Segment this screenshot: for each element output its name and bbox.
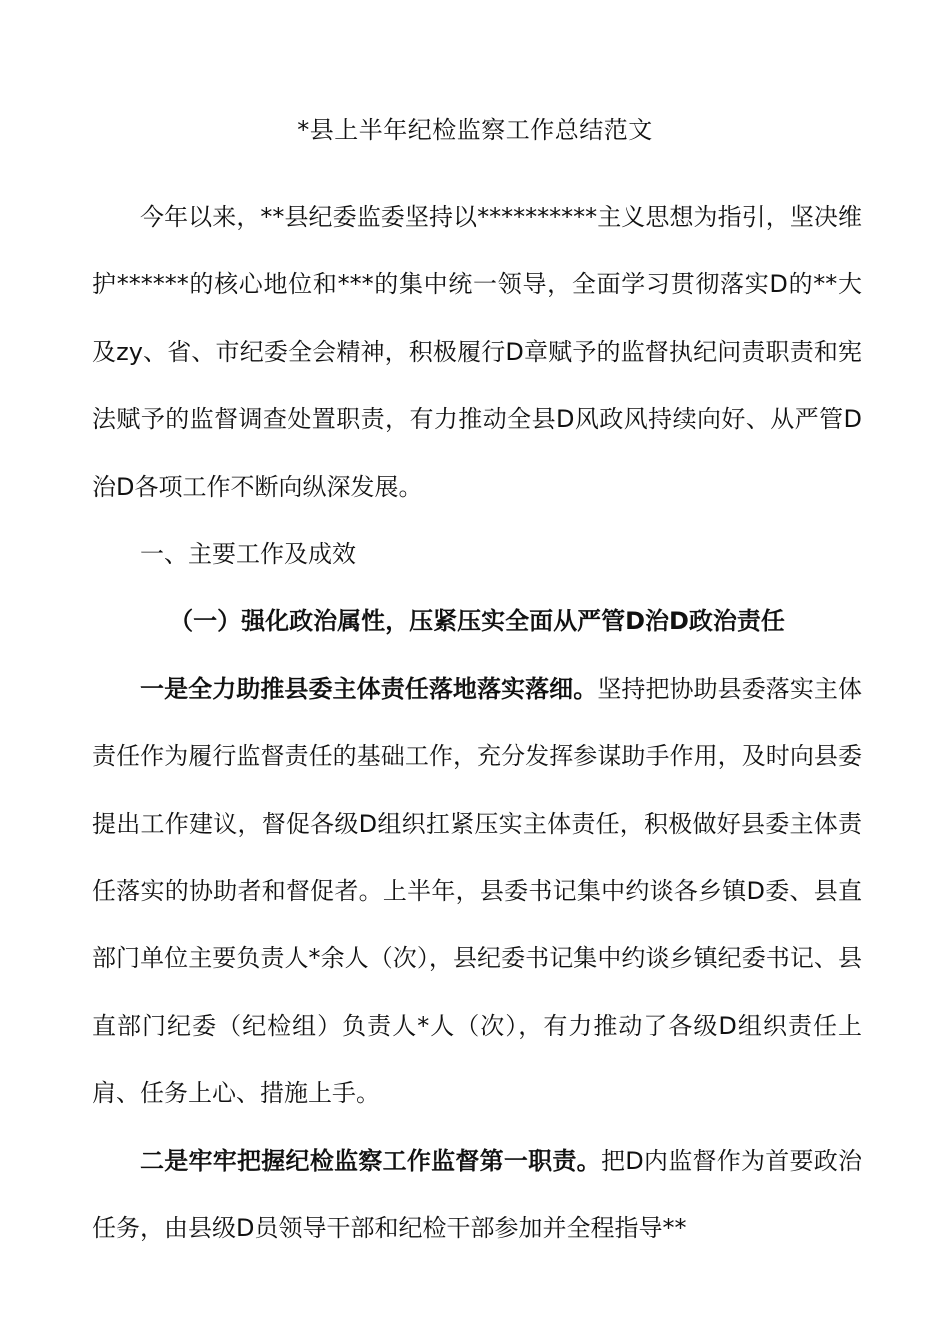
document-title: *县上半年纪检监察工作总结范文 [297,116,653,144]
document-body [92,184,862,1263]
item-lead-1: 一是全力助推县委主体责任落地落实落细。 [140,674,598,703]
item-lead-2: 二是牢牢把握纪检监察工作监督第一职责。 [140,1146,601,1175]
item-paragraph-1 [92,656,862,1128]
item-text-1: 坚持把协助县委落实主体责任作为履行监督责任的基础工作，充分发挥参谋助手作用，及时向县委提出工作建议，督促各级D组织扛紧压实主体责任，积极做好县委主体责任落实的协助者和督促者。上半年，县委书记集中约谈各乡镇D委、县直部门单位主要负责人*余人（次），县纪委书记集中约谈乡镇纪委书记、县直部门纪委（纪检组）负责人*人（次），有力推动了各级D组织责任上肩、任务上心、措施上手。 [92,674,863,1108]
intro-paragraph: 今年以来，**县纪委监委坚持以**********主义思想为指引，坚决维护******的核心地位和***的集中统一领导，全面学习贯彻落实D的**大及zy、省、市纪委全会精神，积极履行D章赋予的监督执纪问责职责和宪法赋予的监督调查处置职责，有力推动全县D风政风持续向好、从严管D治D各项工作不断向纵深发展。 [92,203,862,501]
section-heading: 一、主要工作及成效 [140,540,356,569]
item-text-2: 把D内监督作为首要政治任务，由县级D员领导干部和纪检干部参加并全程指导** [92,1146,863,1243]
subsection-heading: （一）强化政治属性，压紧压实全面从严管D治D政治责任 [169,607,785,636]
item-paragraph-2 [92,1128,862,1263]
